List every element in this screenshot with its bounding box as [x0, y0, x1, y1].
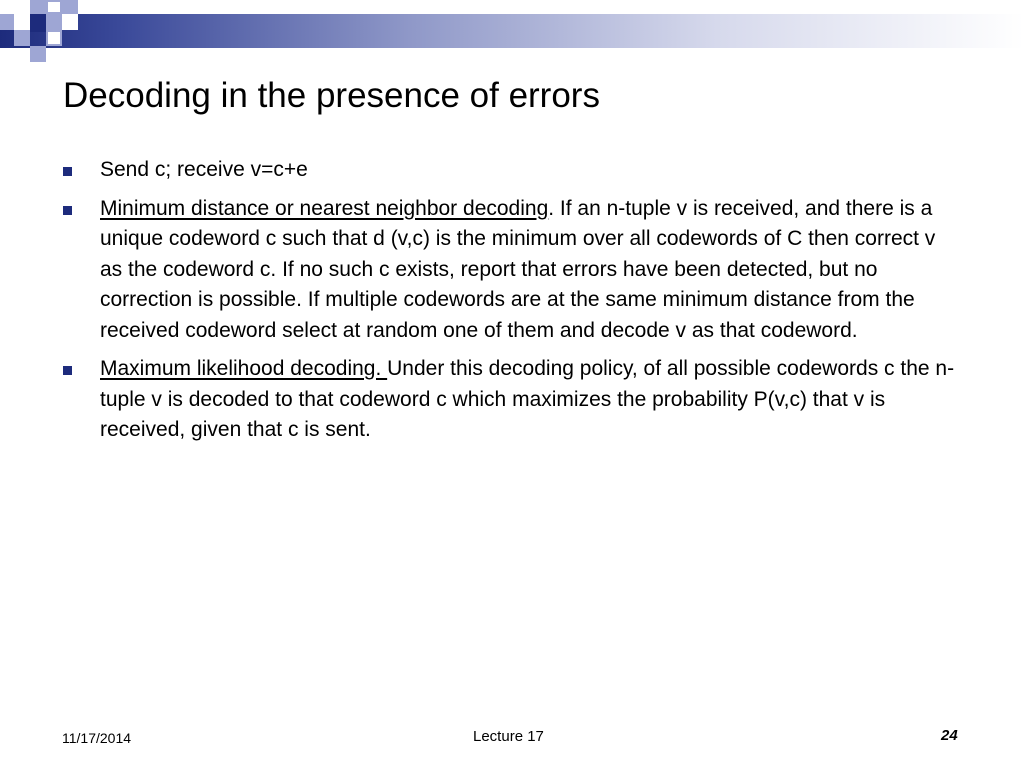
- square-bullet-icon: [63, 206, 72, 215]
- bullet-underlined-text: Maximum likelihood decoding.: [100, 357, 388, 380]
- decor-square: [46, 0, 62, 14]
- bullet-text: . If an n-tuple v is received, and there is a unique codeword c such that d (v,c) is the minimum over all codewords of C then correct v as the codeword c. If no such c exists, report that errors have been detected, but no correction is possible. If multiple codewords are at the same minimum distance from the received codeword select at random one of them and decode v as that codeword.: [100, 196, 936, 342]
- bullet-text: Under this decoding policy, of all possible codewords c the n-tuple v is decoded to that codeword c which maximizes the probability P(v,c) that v is received, given that c is sent.: [100, 357, 955, 441]
- bullet-item: [62, 155, 962, 186]
- decor-square: [62, 0, 78, 14]
- footer-date: 11/17/2014: [62, 730, 132, 746]
- bullet-item: [62, 194, 962, 347]
- decor-square: [0, 14, 14, 30]
- header-gradient-bar: [0, 14, 1024, 48]
- footer-page-number: 24: [941, 727, 958, 744]
- square-bullet-icon: [63, 366, 72, 375]
- decor-square: [30, 14, 46, 32]
- bullet-underlined-text: Minimum distance or nearest neighbor decoding: [100, 196, 549, 220]
- decor-square: [30, 0, 46, 14]
- slide-title: Decoding in the presence of errors: [63, 76, 600, 115]
- decor-square: [14, 14, 30, 30]
- decor-square: [14, 30, 30, 46]
- decor-square: [46, 14, 62, 30]
- bullet-item: [62, 354, 962, 446]
- square-bullet-icon: [63, 167, 72, 176]
- decor-square: [62, 14, 78, 30]
- bullet-list: [62, 155, 962, 454]
- footer-lecture-label: Lecture 17: [473, 728, 544, 745]
- bullet-text: Send c; receive v=c+e: [100, 158, 308, 181]
- decor-square: [30, 46, 46, 62]
- decor-square: [46, 30, 62, 46]
